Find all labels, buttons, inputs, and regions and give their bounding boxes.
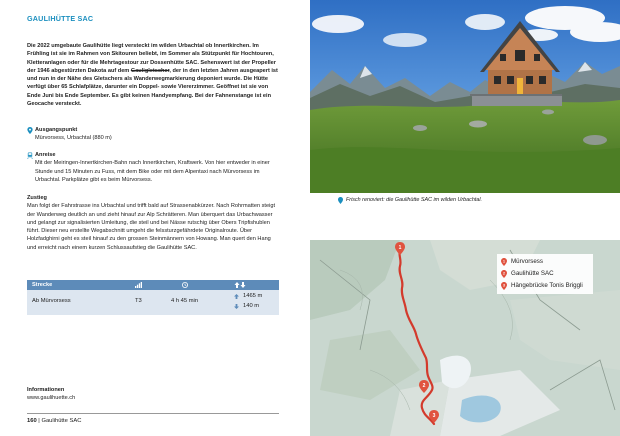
ascent-arrow-icon (234, 294, 239, 299)
map-marker-icon (501, 258, 507, 266)
book-gutter (301, 0, 310, 436)
map-marker-icon (501, 282, 507, 290)
intro-text-part2: , der in den letzten Jahren ausgeapert ist und nun in der Nähe des Gletschers als Wanderwegmarkierung deponiert wurde. Die Hütte verfügt über 65 Schlafplätze, darunter ein Doppel- sowie Viererzimmer. Geöffnet ist sie von Ende Juni bis Ende September. Es gibt keinen Handyempfang. Bei der Fahnenstange ist ein Geocache versteckt. (27, 67, 278, 108)
ausgangspunkt-heading: Ausgangspunkt (35, 127, 78, 133)
informationen-heading: Informationen (27, 387, 65, 393)
right-page (310, 0, 620, 436)
train-icon (27, 152, 33, 159)
ausgangspunkt-text: Mürvorsess, Urbachtal (880 m) (35, 135, 112, 142)
clock-icon (182, 282, 188, 288)
footer-section-name: Gaulihütte SAC (41, 418, 82, 424)
left-page (0, 0, 301, 436)
difficulty-bars-icon (135, 282, 142, 288)
svg-text:1: 1 (503, 259, 505, 264)
descent-arrow-icon (234, 304, 239, 309)
route-table-header (27, 280, 279, 290)
informationen-section (27, 386, 75, 403)
route-ascent: 1465 m (243, 293, 263, 299)
footer-divider (27, 413, 279, 414)
intro-strike-word: Gauligletscher (130, 67, 170, 74)
svg-text:1: 1 (398, 245, 402, 251)
page-number: 160 (27, 418, 37, 424)
route-time: 4 h 45 min (171, 298, 199, 304)
zustieg-section (27, 194, 279, 252)
svg-text:2: 2 (422, 383, 426, 389)
website-link[interactable]: www.gaulihuette.ch (27, 395, 76, 402)
caption-marker-icon (338, 197, 343, 204)
ausgangspunkt-section (27, 126, 279, 143)
legend-label-2: Gaulihütte SAC (511, 270, 554, 277)
intro-text-part1: Die 2022 umgebaute Gaulihütte liegt versteckt im wilden Urbachtal ob Innertkirchen. Im Frühling ist sie im Rahmen von Skitouren beliebt, im Sommer als Stützpunkt für Hochtouren, Kletteranlagen oder für die Mehrtagestour zur Dossenhütte SAC. Sehenswert ist der Propeller der 1946 abgestürzten Dakota auf dem (27, 43, 276, 74)
svg-text:3: 3 (503, 283, 505, 288)
route-table-header-label: Strecke (32, 282, 53, 288)
zustieg-text: Man folgt der Fahrstrasse ins Urbachtal und trifft bald auf Strassenabkürzer. Nach Rohrmatten steigt der Wanderweg deutlich an und zieht hinauf zur Alp Schrätteren. Man überquert das Urbachwasser und gelangt zur signalisierten Umleitung, die steil und bei Nässe rutschig über Obers Tripfishublen führt. Dieser neu erstellte Wegabschnitt umgeht die felssturzgefährdete Originalroute. Über Holzfadghirni geht es steil hinauf zu den grossen Steinmännern von Howang. Man quert den Hang und erreicht nach einem kurzen Schlussaufstieg die Gaulihütte SAC. (27, 203, 276, 251)
intro-paragraph (27, 42, 279, 108)
page-footer (27, 418, 81, 424)
footer-separator: | (38, 418, 40, 424)
svg-text:3: 3 (432, 413, 436, 419)
zustieg-heading: Zustieg (27, 195, 47, 201)
route-table-row (27, 290, 279, 315)
legend-label-3: Hängebrücke Tonis Briggli (511, 282, 583, 289)
up-down-arrows-icon (234, 282, 246, 288)
hut-photo (310, 0, 620, 193)
svg-text:2: 2 (503, 271, 505, 276)
legend-label-1: Mürvorsess (511, 258, 543, 265)
route-descent: 140 m (243, 303, 260, 309)
map-marker-icon (501, 270, 507, 278)
map-legend (497, 254, 593, 294)
anreise-section (27, 151, 279, 184)
location-pin-icon (27, 127, 33, 134)
anreise-text: Mit der Meiringen-Innertkirchen-Bahn nach Innertkirchen, Kraftwerk. Von hier entweder in einer Stunde und 15 Minuten zu Fuss, mit dem Bike oder mit dem Alpentaxi nach Mürvorsess im Urbachtal. Parkplätze gibt es beim Mürvorsess. (35, 160, 270, 183)
route-difficulty: T3 (135, 298, 142, 304)
route-table (27, 280, 279, 315)
photo-caption: Frisch renoviert: die Gaulihütte SAC im wilden Urbachtal. (346, 197, 483, 203)
page-title: GAULIHÜTTE SAC (27, 14, 94, 23)
anreise-heading: Anreise (35, 152, 56, 158)
route-start: Ab Mürvorsess (32, 298, 71, 304)
